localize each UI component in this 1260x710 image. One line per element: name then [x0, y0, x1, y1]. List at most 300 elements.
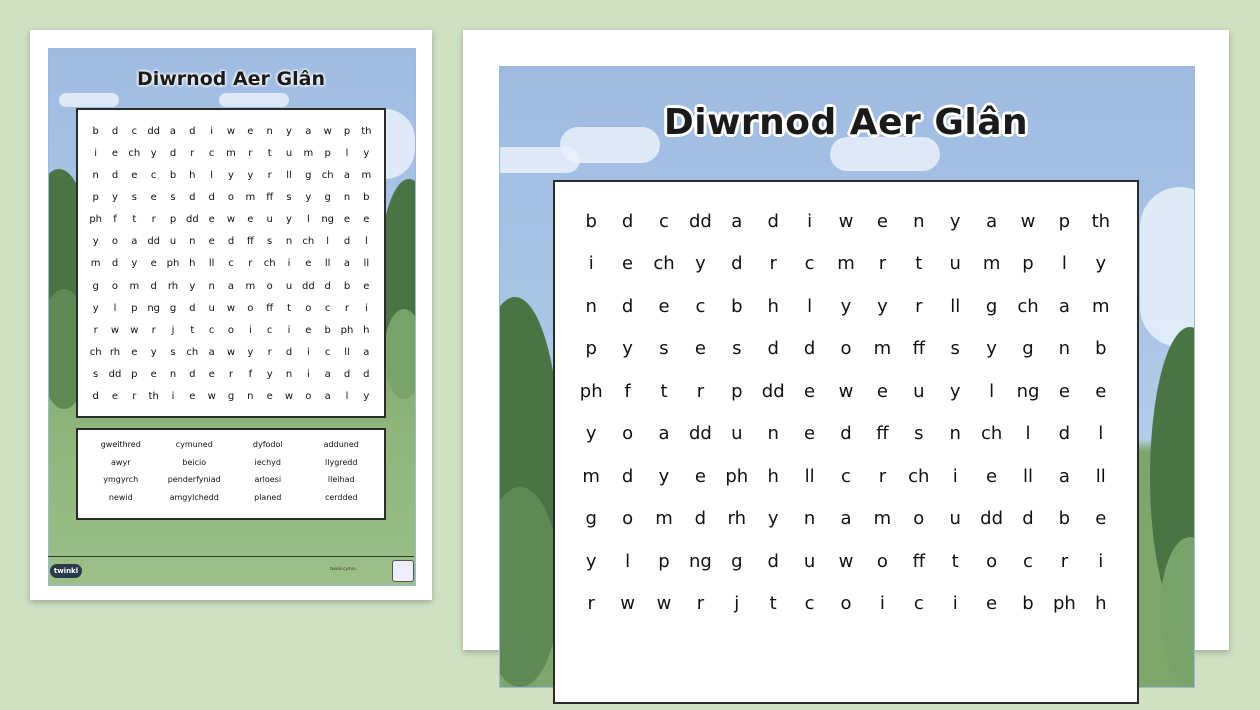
grid-letter: y: [189, 280, 196, 292]
word-list-item: adduned: [323, 440, 359, 449]
grid-letter: o: [876, 550, 888, 572]
grid-letter: d: [92, 391, 99, 403]
grid-letter: s: [131, 192, 137, 204]
grid-letter: p: [658, 550, 670, 572]
grid-letter: rh: [109, 347, 121, 359]
grid-letter: dd: [147, 236, 161, 248]
grid-letter: r: [915, 295, 923, 317]
grid-letter: g: [324, 192, 331, 204]
grid-letter: e: [208, 369, 215, 381]
grid-letter: ll: [1022, 465, 1033, 487]
grid-letter: th: [148, 391, 159, 403]
grid-letter: c: [131, 125, 138, 137]
grid-letter: d: [767, 210, 779, 232]
grid-letter: d: [621, 465, 634, 487]
grid-letter: h: [1095, 593, 1107, 615]
grid-letter: w: [620, 593, 635, 615]
grid-letter: ph: [1052, 593, 1076, 615]
grid-letter: l: [306, 214, 310, 226]
grid-letter: n: [767, 423, 779, 445]
worksheet-zoom-preview: [463, 30, 1229, 650]
grid-letter: y: [286, 214, 292, 226]
grid-letter: p: [131, 302, 138, 314]
grid-letter: d: [111, 125, 119, 137]
grid-letter: d: [150, 280, 157, 292]
grid-letter: i: [248, 324, 252, 336]
grid-letter: j: [171, 324, 175, 336]
grid-letter: b: [343, 280, 351, 292]
grid-letter: d: [621, 295, 634, 317]
grid-letter: u: [949, 508, 961, 530]
grid-letter: c: [841, 465, 851, 487]
grid-letter: w: [226, 302, 236, 314]
grid-letter: d: [189, 302, 196, 314]
grid-letter: ph: [725, 465, 749, 487]
grid-letter: m: [1092, 295, 1110, 317]
grid-letter: o: [305, 302, 312, 314]
grid-letter: ph: [166, 258, 180, 270]
grid-letter: l: [989, 380, 995, 402]
grid-letter: d: [208, 192, 215, 204]
word-list-item: planed: [254, 492, 282, 502]
word-list-item: newid: [108, 492, 133, 502]
grid-letter: dd: [301, 280, 315, 292]
grid-letter: l: [326, 236, 330, 248]
grid-letter: d: [767, 338, 779, 360]
grid-letter: l: [210, 169, 214, 181]
grid-letter: c: [695, 295, 706, 317]
grid-letter: e: [111, 391, 119, 403]
grid-letter: y: [695, 253, 706, 275]
worksheet-thumbnail[interactable]: [30, 30, 432, 600]
word-list-item: dyfodol: [252, 440, 283, 449]
grid-letter: l: [807, 295, 813, 317]
word-list-item: cerdded: [324, 492, 358, 502]
grid-letter: j: [734, 593, 740, 615]
grid-letter: h: [767, 295, 779, 317]
grid-letter: e: [694, 338, 706, 360]
grid-letter: m: [90, 258, 101, 270]
grid-letter: y: [585, 550, 597, 572]
grid-letter: r: [267, 169, 272, 181]
grid-letter: e: [986, 593, 998, 615]
worksheet-title: Diwrnod Aer Glân: [136, 68, 326, 90]
grid-letter: a: [343, 169, 351, 181]
grid-letter: n: [803, 508, 816, 530]
grid-letter: o: [913, 508, 925, 530]
grid-letter: m: [873, 338, 892, 360]
grid-letter: o: [305, 391, 312, 403]
grid-letter: a: [658, 423, 670, 445]
grid-letter: e: [208, 236, 215, 248]
grid-letter: s: [170, 347, 176, 359]
grid-letter: n: [247, 391, 254, 403]
grid-letter: th: [361, 125, 372, 137]
grid-letter: h: [189, 169, 196, 181]
grid-letter: n: [343, 192, 351, 204]
grid-letter: t: [190, 324, 195, 336]
grid-letter: p: [1022, 253, 1034, 275]
grid-letter: c: [208, 324, 215, 336]
word-list-item: gweithred: [100, 440, 141, 449]
grid-letter: n: [585, 295, 597, 317]
grid-letter: i: [287, 324, 291, 336]
grid-letter: r: [151, 214, 156, 226]
grid-letter: n: [285, 236, 293, 248]
grid-letter: l: [345, 391, 349, 403]
grid-letter: d: [694, 508, 707, 530]
grid-letter: c: [228, 258, 234, 270]
word-list-item: lleihad: [327, 475, 355, 484]
grid-letter: a: [131, 236, 138, 248]
grid-letter: w: [207, 391, 216, 403]
grid-letter: e: [363, 214, 370, 226]
grid-letter: y: [247, 169, 254, 181]
grid-letter: d: [731, 253, 743, 275]
grid-letter: b: [1095, 338, 1107, 360]
grid-letter: m: [226, 147, 236, 159]
grid-letter: e: [305, 258, 312, 270]
grid-letter: ng: [147, 302, 160, 314]
grid-letter: ff: [912, 550, 925, 572]
grid-letter: d: [363, 369, 370, 381]
grid-letter: p: [343, 125, 351, 137]
grid-letter: ll: [950, 295, 961, 317]
grid-letter: d: [324, 280, 331, 292]
grid-letter: e: [131, 347, 138, 359]
grid-letter: i: [588, 253, 594, 275]
grid-letter: u: [208, 302, 215, 314]
grid-letter: c: [659, 210, 669, 232]
grid-letter: y: [92, 236, 99, 248]
grid-letter: y: [840, 295, 852, 317]
grid-letter: ch: [128, 147, 141, 159]
grid-letter: o: [111, 280, 119, 292]
grid-letter: i: [952, 465, 958, 487]
grid-letter: u: [285, 147, 293, 159]
grid-letter: b: [169, 169, 177, 181]
grid-letter: r: [132, 391, 137, 403]
grid-letter: h: [363, 324, 370, 336]
grid-letter: f: [624, 380, 631, 402]
grid-letter: o: [622, 423, 634, 445]
grid-letter: m: [361, 169, 372, 181]
grid-letter: d: [621, 210, 634, 232]
grid-letter: th: [1091, 210, 1111, 232]
grid-letter: d: [189, 192, 196, 204]
grid-letter: n: [949, 423, 961, 445]
grid-letter: r: [696, 380, 705, 402]
grid-letter: i: [210, 125, 214, 137]
grid-letter: e: [150, 369, 157, 381]
grid-letter: ll: [804, 465, 815, 487]
grid-letter: e: [247, 125, 254, 137]
grid-letter: dd: [980, 508, 1004, 530]
grid-letter: a: [208, 347, 215, 359]
grid-letter: p: [169, 214, 177, 226]
grid-letter: h: [189, 258, 196, 270]
grid-letter: b: [1022, 593, 1034, 615]
word-list-item: awyr: [111, 457, 131, 467]
grid-letter: i: [94, 147, 98, 159]
grid-letter: b: [363, 192, 370, 204]
grid-letter: y: [585, 423, 597, 445]
grid-letter: y: [622, 338, 633, 360]
grid-letter: r: [228, 369, 234, 381]
grid-letter: m: [129, 280, 140, 292]
grid-letter: e: [1095, 380, 1107, 402]
grid-letter: p: [585, 338, 597, 360]
grid-letter: ff: [266, 302, 274, 314]
grid-letter: c: [913, 593, 924, 615]
grid-letter: w: [838, 380, 854, 402]
grid-letter: o: [111, 236, 119, 248]
worksheet-title-zoom: Diwrnod Aer Glân: [663, 102, 1029, 143]
grid-letter: n: [913, 210, 925, 232]
grid-letter: e: [208, 214, 215, 226]
grid-letter: t: [951, 550, 959, 572]
grid-letter: i: [171, 391, 175, 403]
badge-icon: [392, 560, 414, 582]
grid-letter: e: [876, 380, 888, 402]
grid-letter: a: [731, 210, 743, 232]
grid-letter: p: [324, 147, 331, 159]
grid-letter: t: [769, 593, 777, 615]
grid-letter: dd: [147, 125, 161, 137]
grid-letter: b: [92, 125, 99, 137]
grid-letter: u: [949, 253, 961, 275]
grid-letter: i: [1098, 550, 1104, 572]
grid-letter: ch: [908, 465, 930, 487]
grid-letter: y: [363, 391, 370, 403]
grid-letter: m: [582, 465, 600, 487]
grid-letter: i: [807, 210, 813, 232]
grid-letter: e: [1095, 508, 1107, 530]
grid-letter: ll: [1095, 465, 1106, 487]
grid-letter: i: [287, 258, 291, 270]
grid-letter: d: [111, 169, 119, 181]
word-list-item: iechyd: [254, 457, 281, 467]
grid-letter: r: [878, 253, 887, 275]
grid-letter: ph: [340, 324, 354, 336]
grid-letter: u: [169, 236, 177, 248]
word-list-item: beicio: [182, 457, 207, 467]
word-list-item: arloesi: [254, 475, 282, 484]
grid-letter: m: [303, 147, 314, 159]
grid-letter: r: [190, 147, 195, 159]
grid-letter: dd: [761, 380, 785, 402]
grid-letter: ff: [876, 423, 889, 445]
word-list-item: llygredd: [325, 457, 358, 467]
grid-letter: o: [227, 324, 235, 336]
grid-letter: ll: [324, 258, 331, 270]
grid-letter: ph: [579, 380, 603, 402]
grid-letter: m: [245, 192, 256, 204]
grid-letter: e: [150, 258, 157, 270]
grid-letter: y: [247, 347, 254, 359]
grid-letter: y: [92, 302, 99, 314]
grid-letter: e: [1058, 380, 1070, 402]
grid-letter: w: [130, 324, 139, 336]
grid-letter: i: [306, 369, 310, 381]
grid-letter: a: [227, 280, 235, 292]
grid-letter: f: [248, 369, 253, 381]
grid-letter: ph: [89, 214, 102, 226]
grid-letter: ch: [186, 347, 199, 359]
grid-letter: t: [287, 302, 291, 314]
grid-letter: l: [364, 236, 368, 248]
grid-letter: o: [840, 593, 852, 615]
grid-letter: u: [266, 214, 273, 226]
grid-letter: y: [112, 192, 118, 204]
grid-letter: p: [1058, 210, 1071, 232]
grid-letter: a: [363, 347, 370, 359]
grid-letter: e: [150, 192, 157, 204]
grid-letter: e: [804, 423, 816, 445]
grid-letter: ll: [363, 258, 370, 270]
grid-letter: rh: [167, 280, 179, 292]
grid-letter: a: [169, 125, 177, 137]
grid-letter: w: [838, 550, 854, 572]
grid-letter: s: [659, 338, 669, 360]
grid-letter: i: [952, 593, 958, 615]
grid-letter: ff: [246, 236, 254, 248]
grid-letter: c: [804, 593, 815, 615]
grid-letter: g: [305, 169, 312, 181]
grid-letter: l: [345, 147, 349, 159]
grid-letter: c: [804, 253, 815, 275]
grid-letter: y: [363, 147, 370, 159]
grid-letter: u: [731, 423, 743, 445]
grid-letter: ng: [321, 214, 334, 226]
grid-letter: n: [285, 369, 293, 381]
grid-letter: d: [285, 347, 293, 359]
grid-letter: s: [950, 338, 960, 360]
grid-letter: c: [150, 169, 157, 181]
grid-letter: n: [1058, 338, 1071, 360]
grid-letter: a: [840, 508, 852, 530]
grid-letter: o: [266, 280, 273, 292]
grid-letter: l: [1025, 423, 1031, 445]
grid-letter: ll: [344, 347, 350, 359]
word-list-item: cymuned: [175, 440, 213, 449]
grid-letter: w: [284, 391, 294, 403]
grid-letter: w: [838, 210, 854, 232]
grid-letter: w: [110, 324, 120, 336]
grid-letter: dd: [185, 214, 199, 226]
grid-letter: a: [324, 369, 331, 381]
grid-letter: n: [169, 369, 177, 381]
grid-letter: c: [324, 302, 331, 314]
grid-letter: ch: [263, 258, 276, 270]
grid-letter: d: [111, 258, 119, 270]
grid-letter: y: [949, 210, 961, 232]
grid-letter: b: [731, 295, 743, 317]
grid-letter: r: [769, 253, 777, 275]
grid-letter: d: [189, 125, 196, 137]
grid-letter: o: [247, 302, 254, 314]
grid-letter: r: [344, 302, 350, 314]
grid-letter: r: [267, 347, 272, 359]
grid-letter: g: [1022, 338, 1034, 360]
grid-letter: p: [731, 380, 743, 402]
grid-letter: r: [151, 324, 156, 336]
grid-letter: ng: [688, 550, 712, 572]
grid-letter: d: [767, 550, 779, 572]
grid-letter: y: [286, 125, 292, 137]
grid-letter: s: [286, 192, 292, 204]
grid-letter: r: [587, 593, 595, 615]
grid-letter: g: [985, 295, 998, 317]
grid-letter: t: [132, 214, 137, 226]
grid-letter: a: [343, 258, 351, 270]
grid-letter: w: [1020, 210, 1036, 232]
grid-letter: l: [1098, 423, 1104, 445]
grid-letter: r: [878, 465, 887, 487]
grid-letter: o: [840, 338, 852, 360]
word-search-grid: [76, 108, 386, 418]
grid-letter: w: [323, 125, 332, 137]
grid-letter: u: [803, 550, 816, 572]
grid-letter: y: [877, 295, 888, 317]
grid-letter: n: [266, 125, 273, 137]
grid-letter: m: [837, 253, 855, 275]
grid-letter: h: [767, 465, 779, 487]
grid-letter: a: [1058, 465, 1070, 487]
grid-letter: ff: [912, 338, 925, 360]
grid-letter: dd: [688, 210, 712, 232]
grid-letter: y: [150, 147, 157, 159]
grid-letter: e: [986, 465, 998, 487]
word-list-item: amgylchedd: [169, 492, 219, 502]
grid-letter: u: [285, 280, 293, 292]
grid-letter: o: [986, 550, 998, 572]
grid-letter: e: [189, 391, 196, 403]
grid-letter: p: [92, 192, 99, 204]
grid-letter: ch: [980, 423, 1003, 445]
grid-letter: ch: [321, 169, 334, 181]
grid-letter: w: [226, 214, 236, 226]
grid-letter: i: [364, 302, 368, 314]
grid-letter: e: [266, 391, 273, 403]
grid-letter: c: [208, 147, 215, 159]
grid-letter: d: [343, 236, 351, 248]
grid-letter: y: [949, 380, 961, 402]
grid-letter: e: [658, 295, 670, 317]
grid-letter: dd: [108, 369, 122, 381]
grid-letter: y: [150, 347, 157, 359]
grid-letter: y: [131, 258, 138, 270]
grid-letter: g: [731, 550, 743, 572]
word-list: [76, 428, 386, 520]
grid-letter: d: [1058, 423, 1071, 445]
grid-letter: ng: [1016, 380, 1040, 402]
grid-letter: a: [1058, 295, 1070, 317]
grid-letter: t: [915, 253, 923, 275]
grid-letter: r: [93, 324, 98, 336]
grid-letter: e: [804, 380, 816, 402]
grid-letter: y: [305, 192, 312, 204]
grid-letter: rh: [727, 508, 747, 530]
grid-letter: y: [986, 338, 997, 360]
grid-letter: g: [585, 508, 597, 530]
grid-letter: e: [694, 465, 706, 487]
grid-letter: w: [226, 347, 236, 359]
word-search-grid-zoom: [553, 180, 1139, 704]
grid-letter: n: [92, 169, 99, 181]
grid-letter: s: [732, 338, 742, 360]
word-list-item: penderfyniad: [167, 475, 221, 484]
